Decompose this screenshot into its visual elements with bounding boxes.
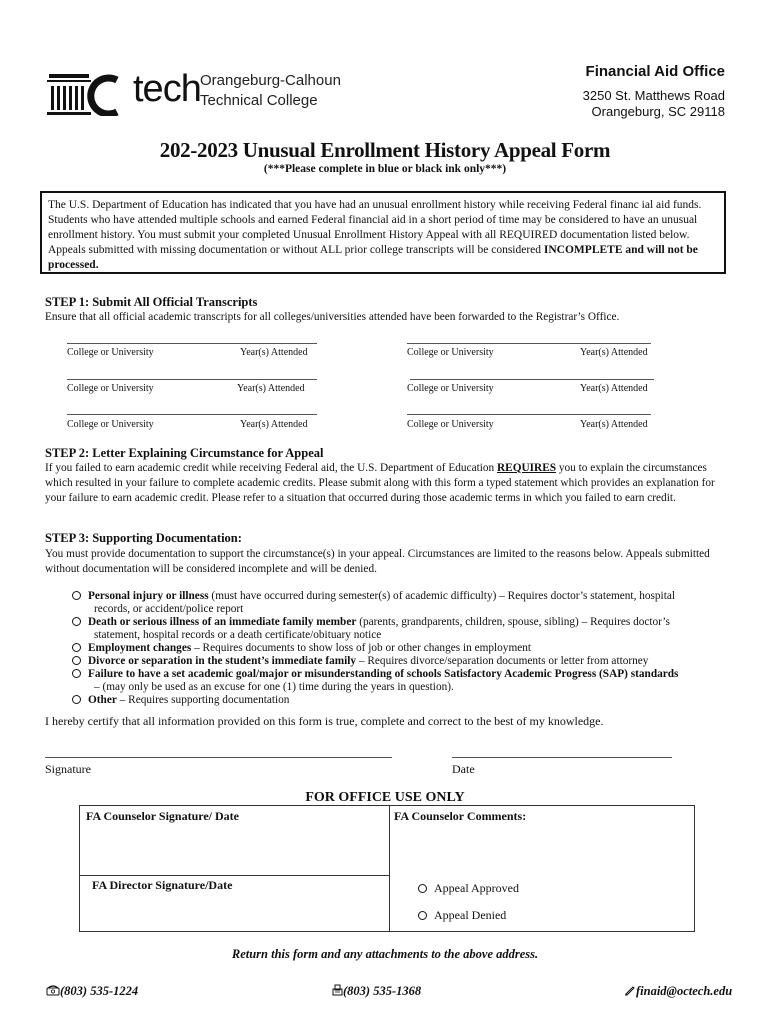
form-subtitle: (***Please complete in blue or black ink only***) bbox=[263, 163, 507, 175]
logo-subtitle-line1: Orangeburg-Calhoun bbox=[200, 72, 341, 89]
years-label: Year(s) Attended bbox=[580, 347, 648, 358]
circumstance-item bbox=[72, 655, 722, 668]
notice-incomplete: INCOMPLETE and will not be processed. bbox=[48, 244, 698, 271]
years-label: Year(s) Attended bbox=[237, 383, 305, 394]
phone-icon bbox=[46, 985, 60, 996]
radio-circle-icon[interactable] bbox=[72, 669, 81, 678]
radio-circle-icon[interactable] bbox=[418, 884, 427, 893]
circumstance-title: Personal injury or illness bbox=[88, 590, 209, 602]
years-label: Year(s) Attended bbox=[580, 383, 648, 394]
building-logo-icon bbox=[47, 72, 137, 116]
circumstance-desc-cont: – (may only be used as an excuse for one (1) time during the years in question). bbox=[94, 681, 454, 693]
office-use-heading: FOR OFFICE USE ONLY bbox=[305, 790, 465, 805]
radio-circle-icon[interactable] bbox=[418, 911, 427, 920]
office-title: Financial Aid Office bbox=[585, 63, 725, 80]
circumstance-list bbox=[72, 590, 722, 707]
step2-heading: STEP 2: Letter Explaining Circumstance for Appeal bbox=[45, 446, 324, 460]
circumstance-item bbox=[72, 694, 722, 707]
years-label: Year(s) Attended bbox=[240, 419, 308, 430]
signature-label: Signature bbox=[45, 762, 91, 776]
circumstance-desc: – Requires documents to show loss of job or other changes in employment bbox=[191, 642, 532, 654]
college-logo bbox=[47, 70, 347, 118]
return-instruction: Return this form and any attachments to the above address. bbox=[231, 947, 539, 961]
counselor-comments-cell[interactable]: FA Counselor Comments: bbox=[394, 809, 527, 823]
notice-box bbox=[40, 191, 726, 274]
address-line2: Orangeburg, SC 29118 bbox=[591, 104, 725, 119]
logo-wordmark: tech bbox=[133, 68, 201, 110]
step1-heading: STEP 1: Submit All Official Transcripts bbox=[45, 295, 258, 309]
pen-icon bbox=[624, 984, 636, 996]
circumstance-title: Other bbox=[88, 694, 117, 706]
circumstance-desc: – Requires divorce/separation documents or letter from attorney bbox=[356, 655, 649, 667]
email-address[interactable]: finaid@octech.edu bbox=[636, 984, 733, 998]
address-line1: 3250 St. Matthews Road bbox=[582, 88, 725, 103]
years-label: Year(s) Attended bbox=[240, 347, 308, 358]
appeal-denied-option[interactable] bbox=[418, 908, 506, 923]
circumstance-desc: – Requires supporting documentation bbox=[116, 694, 290, 706]
notice-text: The U.S. Department of Education has indicated that you have had an unusual enrollment history while receiving Federal financ ial aid funds. Students who have attended multiple schools and earned Federal financial aid in a short period of time may be considered to have an unusual enrollment history. You must submit your completed Unusual Enrollment History Appeal with all REQUIRED documentation listed below. Appeals submitted with missing documentation or without ALL prior college transcripts will be considered bbox=[48, 199, 702, 256]
circumstance-title: Death or serious illness of an immediate family member bbox=[88, 616, 357, 628]
circumstance-desc-cont: records, or accident/police report bbox=[94, 603, 244, 615]
date-label: Date bbox=[452, 762, 475, 776]
fax-icon bbox=[332, 984, 343, 996]
college-label: College or University bbox=[407, 383, 494, 394]
appeal-approved-option[interactable] bbox=[418, 881, 519, 896]
transcript-line[interactable] bbox=[67, 414, 317, 415]
counselor-signature-cell[interactable]: FA Counselor Signature/ Date bbox=[86, 809, 240, 823]
step2-text-part2: you to explain the circumstances which resulted in your failure to complete academic credits. Please submit along with this form a typed statement which provides an explanation for your failure to earn academic credit. Please refer to a situation that occurred during those academic terms in which you failed to earn credit. bbox=[45, 462, 715, 504]
date-line[interactable] bbox=[452, 757, 672, 758]
signature-line[interactable] bbox=[45, 757, 392, 758]
fax-number: (803) 535-1368 bbox=[343, 984, 422, 998]
circumstance-item bbox=[72, 590, 722, 616]
years-label: Year(s) Attended bbox=[580, 419, 648, 430]
circumstance-desc-cont: statement, hospital records or a death certificate/obituary notice bbox=[94, 629, 382, 641]
college-label: College or University bbox=[67, 347, 154, 358]
director-signature-cell[interactable]: FA Director Signature/Date bbox=[92, 878, 233, 892]
form-title: 202-2023 Unusual Enrollment History Appeal Form bbox=[159, 138, 611, 162]
college-label: College or University bbox=[67, 383, 154, 394]
radio-circle-icon[interactable] bbox=[72, 643, 81, 652]
radio-circle-icon[interactable] bbox=[72, 656, 81, 665]
step2-text-part1: If you failed to earn academic credit while receiving Federal aid, the U.S. Department of Education bbox=[45, 462, 498, 474]
radio-circle-icon[interactable] bbox=[72, 695, 81, 704]
transcript-line[interactable] bbox=[407, 414, 651, 415]
email-contact[interactable] bbox=[624, 984, 732, 999]
transcript-line[interactable] bbox=[407, 343, 651, 344]
transcript-line[interactable] bbox=[410, 379, 654, 380]
step3-text: You must provide documentation to support the circumstance(s) in your appeal. Circumstances are limited to the reasons below. Appeals submitted without documentation will be considered incomplete and will be denied. bbox=[45, 548, 710, 575]
logo-subtitle-line2: Technical College bbox=[200, 92, 318, 109]
transcript-line[interactable] bbox=[67, 379, 317, 380]
fax-contact bbox=[332, 984, 421, 999]
circumstance-desc: (parents, grandparents, children, spouse, sibling) – Requires doctor’s bbox=[356, 616, 670, 628]
office-address-block bbox=[583, 63, 725, 120]
radio-circle-icon[interactable] bbox=[72, 617, 81, 626]
approved-label: Appeal Approved bbox=[434, 881, 519, 895]
step2-text bbox=[45, 461, 725, 506]
circumstance-item bbox=[72, 616, 722, 642]
phone-contact bbox=[46, 984, 138, 999]
step1-text: Ensure that all official academic transcripts for all colleges/universities attended have been forwarded to the Registrar’s Office. bbox=[45, 311, 620, 323]
requires-emphasis: REQUIRES bbox=[497, 462, 557, 474]
college-label: College or University bbox=[407, 419, 494, 430]
certify-statement: I hereby certify that all information provided on this form is true, complete and correct to the best of my knowledge. bbox=[45, 714, 604, 728]
college-label: College or University bbox=[407, 347, 494, 358]
circumstance-item bbox=[72, 668, 722, 694]
circumstance-item bbox=[72, 642, 722, 655]
circumstance-title: Employment changes bbox=[88, 642, 192, 654]
radio-circle-icon[interactable] bbox=[72, 591, 81, 600]
circumstance-title: Divorce or separation in the student’s immediate family bbox=[88, 655, 357, 667]
denied-label: Appeal Denied bbox=[434, 908, 507, 922]
transcript-line[interactable] bbox=[67, 343, 317, 344]
phone-number: (803) 535-1224 bbox=[60, 984, 139, 998]
college-label: College or University bbox=[67, 419, 154, 430]
step3-heading: STEP 3: Supporting Documentation: bbox=[45, 531, 242, 545]
office-use-table bbox=[79, 805, 695, 932]
circumstance-title: Failure to have a set academic goal/major or misunderstanding of schools Satisfactory Academic Progress (SAP) standards bbox=[88, 668, 679, 680]
circumstance-desc: (must have occurred during semester(s) of academic difficulty) – Requires doctor’s statement, hospital bbox=[208, 590, 675, 602]
